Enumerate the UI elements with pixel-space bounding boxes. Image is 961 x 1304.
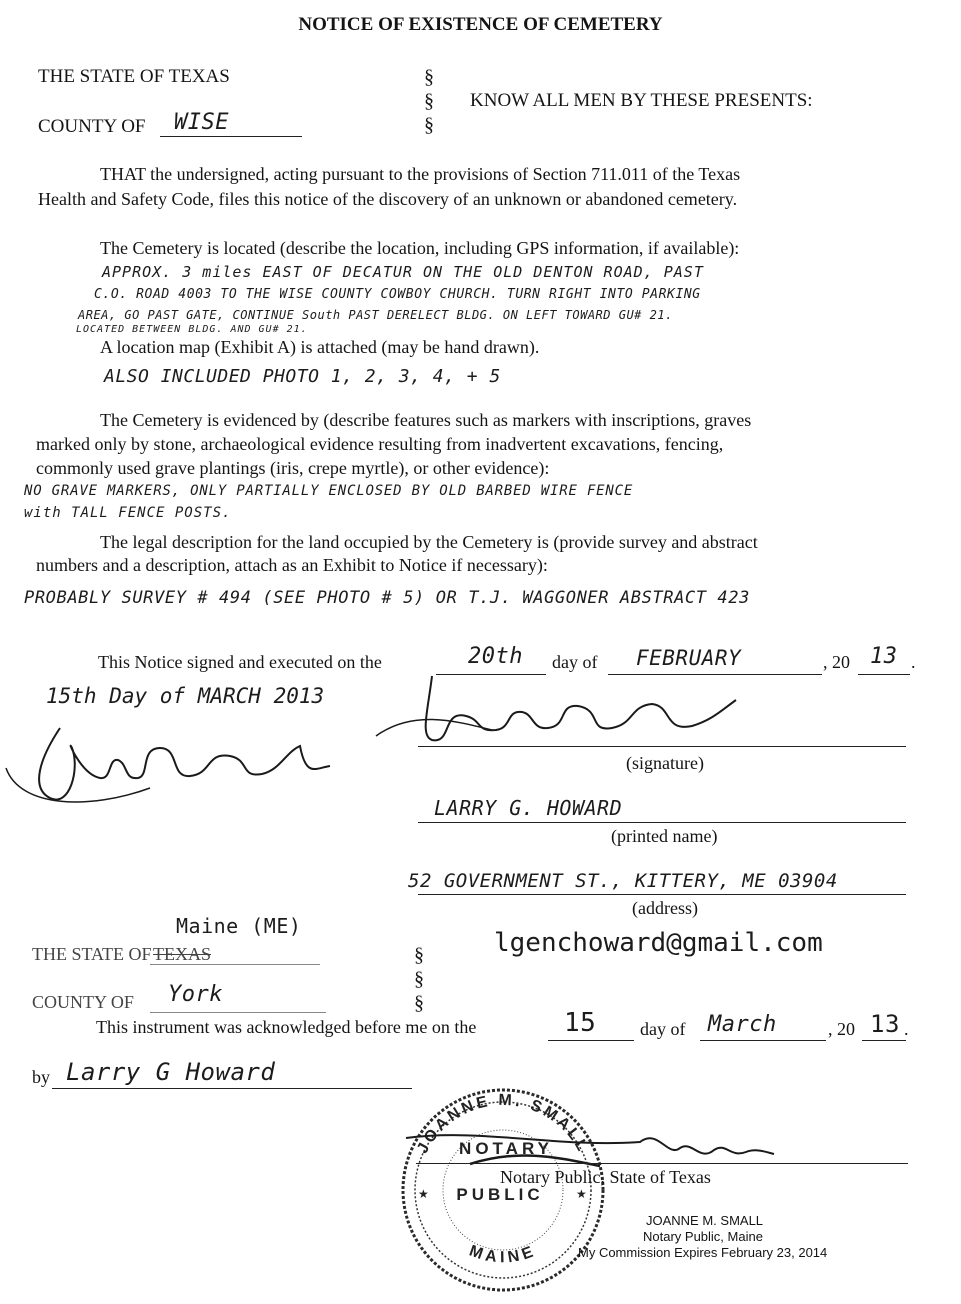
stamp-block-name: JOANNE M. SMALL (646, 1213, 764, 1228)
ack-section-mark-2: § (414, 968, 424, 990)
ack-by-value: Larry G Howard (66, 1058, 276, 1086)
ack-year-line (862, 1040, 906, 1041)
intro-line-2: Health and Safety Code, files this notice of the discovery of an unknown or abandoned cemetery. (38, 189, 738, 209)
printed-name-line (418, 822, 906, 823)
ack-by-line (52, 1088, 412, 1089)
svg-text:★: ★ (576, 1187, 587, 1201)
county-label: COUNTY OF (38, 116, 146, 137)
signature-left-scribble (0, 718, 360, 818)
execution-year-pre: , 20 (823, 652, 850, 672)
evidence-hw-line-2: with TALL FENCE POSTS. (24, 505, 232, 521)
evidence-line-1: The Cemetery is evidenced by (describe features such as markers with inscriptions, graves (100, 410, 752, 430)
execution-year-value: 13 (870, 644, 898, 669)
execution-month-value: FEBRUARY (636, 646, 742, 670)
ack-county-line (150, 1012, 326, 1013)
county-value: WISE (174, 110, 229, 135)
ack-section-mark-3: § (414, 992, 424, 1014)
location-hw-line-1: APPROX. 3 miles EAST OF DECATUR ON THE OLD DENTON ROAD, PAST (102, 263, 704, 281)
location-hw-line-2: C.O. ROAD 4003 TO THE WISE COUNTY COWBOY CHURCH. TURN RIGHT INTO PARKING (94, 287, 701, 302)
section-mark-3: § (424, 114, 434, 136)
signature-label: (signature) (626, 753, 704, 773)
signature-right-scribble (372, 670, 792, 750)
stamp-block-title: Notary Public, Maine (643, 1229, 763, 1244)
address-line (418, 894, 906, 895)
county-underline (160, 136, 302, 137)
ack-month-value: March (708, 1012, 777, 1037)
evidence-line-2: marked only by stone, archaeological evidence resulting from inadvertent excavations, fencing, (36, 434, 724, 454)
ack-day-line (548, 1040, 634, 1041)
stamp-block-commission: My Commission Expires February 23, 2014 (578, 1245, 828, 1260)
execution-year-line (858, 674, 910, 675)
state-label: THE STATE OF TEXAS (38, 66, 230, 87)
execution-year-post: . (911, 652, 916, 672)
ack-month-line (700, 1040, 826, 1041)
know-all-men: KNOW ALL MEN BY THESE PRESENTS: (470, 90, 813, 111)
section-mark-2: § (424, 90, 434, 112)
intro-line-1: THAT the undersigned, acting pursuant to the provisions of Section 711.011 of the Texas (100, 164, 741, 184)
address-value: 52 GOVERNMENT ST., KITTERY, ME 03904 (408, 870, 838, 892)
notary-signature-line (416, 1163, 908, 1164)
location-hw-line-4: LOCATED BETWEEN BLDG. AND GU# 21. (76, 324, 308, 335)
notary-line: Notary Public, State of Texas (500, 1167, 711, 1187)
svg-text:★: ★ (418, 1187, 429, 1201)
email-value: lgenchoward@gmail.com (494, 928, 823, 958)
ack-state-hw: Maine (ME) (176, 914, 302, 938)
legal-line-2: numbers and a description, attach as an Exhibit to Notice if necessary): (36, 555, 548, 575)
location-prompt: The Cemetery is located (describe the location, including GPS information, if available): (100, 238, 740, 258)
ack-state-struck: TEXAS (153, 944, 211, 964)
ack-year-value: 13 (870, 1010, 900, 1038)
seal-word-public: PUBLIC (456, 1185, 544, 1204)
evidence-line-3: commonly used grave plantings (iris, crepe myrtle), or other evidence): (36, 458, 550, 478)
ack-state-line (150, 964, 320, 965)
location-hw-photos: ALSO INCLUDED PHOTO 1, 2, 3, 4, + 5 (104, 366, 501, 387)
ack-section-mark-1: § (414, 944, 424, 966)
ack-day-value: 15 (564, 1008, 597, 1038)
ack-by-label: by (32, 1067, 50, 1087)
evidence-hw-line-1: NO GRAVE MARKERS, ONLY PARTIALLY ENCLOSED BY OLD BARBED WIRE FENCE (24, 483, 634, 499)
ack-state-label: THE STATE OF (32, 944, 152, 964)
execution-pre: This Notice signed and executed on the (98, 652, 382, 672)
seal-state-text: MAINE (466, 1242, 540, 1267)
page-title: NOTICE OF EXISTENCE OF CEMETERY (298, 14, 663, 35)
signature-line (418, 746, 906, 747)
ack-year-pre: , 20 (828, 1019, 855, 1039)
svg-text:MAINE (467, 1242, 539, 1266)
execution-hw-date-note: 15th Day of MARCH 2013 (46, 684, 325, 708)
seal-name-text: JOANNE M. SMALL (414, 1091, 592, 1157)
execution-day-value: 20th (468, 644, 523, 669)
legal-hw-line: PROBABLY SURVEY # 494 (SEE PHOTO # 5) OR T.J. WAGGONER ABSTRACT 423 (24, 588, 750, 608)
printed-name-label: (printed name) (611, 826, 718, 846)
location-hw-line-3: AREA, GO PAST GATE, CONTINUE South PAST DERELECT BLDG. ON LEFT TOWARD GU# 21. (78, 308, 673, 322)
legal-line-1: The legal description for the land occupied by the Cemetery is (provide survey and abstract (100, 532, 758, 552)
ack-line-pre: This instrument was acknowledged before me on the (96, 1017, 477, 1037)
ack-year-post: . (904, 1019, 909, 1039)
ack-mid: day of (640, 1019, 686, 1039)
printed-name-value: LARRY G. HOWARD (434, 796, 623, 820)
ack-county-value: York (168, 982, 223, 1007)
location-map-line: A location map (Exhibit A) is attached (may be hand drawn). (100, 337, 540, 357)
execution-mid: day of (552, 652, 598, 672)
section-mark-1: § (424, 66, 434, 88)
ack-county-label: COUNTY OF (32, 992, 134, 1012)
notary-seal (388, 1080, 618, 1300)
seal-word-notary: NOTARY (459, 1139, 553, 1158)
address-label: (address) (632, 898, 698, 918)
